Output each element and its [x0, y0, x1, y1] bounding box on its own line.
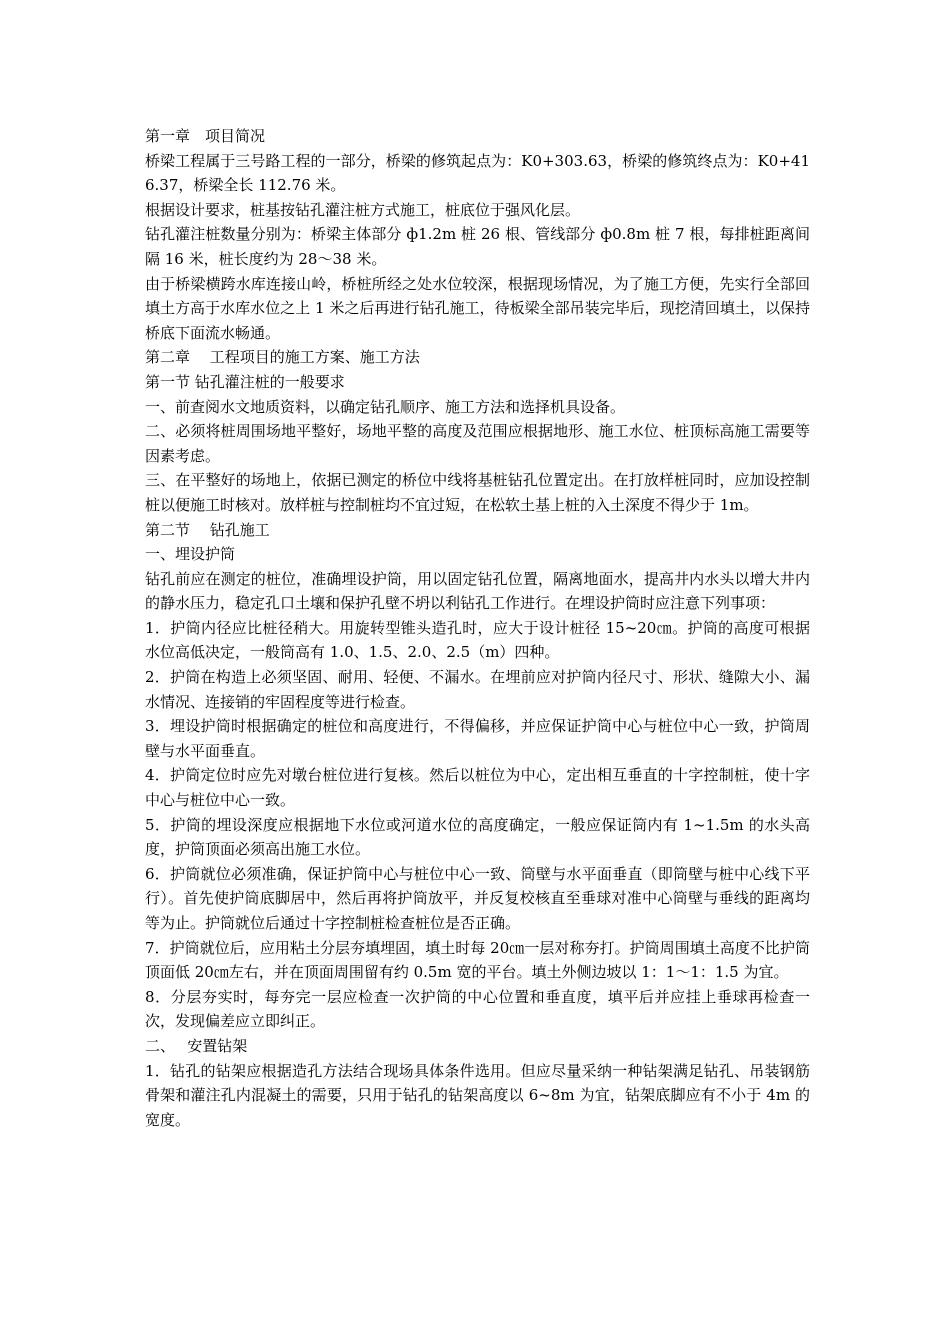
list-item: 5．护筒的埋设深度应根据地下水位或河道水位的高度确定，一般应保证筒内有 1~1.5m 的水头高度，护筒顶面必须高出施工水位。 [145, 815, 810, 859]
paragraph: 钻孔灌注桩数量分别为：桥梁主体部分 ф1.2m 桩 26 根、管线部分 ф0.8m 桩 7 根，每排桩距离间隔 16 米，桩长度约为 28～38 米。 [145, 225, 810, 268]
subsection-1-title: 一、埋设护筒 [145, 545, 236, 564]
paragraph: 根据设计要求，桩基按钻孔灌注桩方式施工，桩底位于强风化层。 [145, 200, 581, 219]
list-item: 2．护筒在构造上必须坚固、耐用、轻便、不漏水。在埋前应对护筒内径尺寸、形状、缝隙大小、漏水情况、连接销的牢固程度等进行检查。 [145, 668, 810, 711]
chapter-2-title: 第二章 工程项目的施工方案、施工方法 [145, 348, 420, 367]
list-item: 4．护筒定位时应先对墩台桩位进行复核。然后以桩位为中心，定出相互垂直的十字控制桩，使十字中心与桩位中心一致。 [145, 766, 810, 810]
list-item: 1．钻孔的钻架应根据造孔方法结合现场具体条件选用。但应尽量采纳一种钻架满足钻孔、吊装钢筋骨架和灌注孔内混凝土的需要，只用于钻孔的钻架高度以 6~8m 为宜，钻架底脚应有不小于 4m 的宽度。 [145, 1061, 810, 1129]
list-item: 3．埋设护筒时根据确定的桩位和高度进行，不得偏移，并应保证护筒中心与桩位中心一致，护筒周壁与水平面垂直。 [145, 717, 810, 760]
list-item: 8．分层夯实时，每夯完一层应检查一次护筒的中心位置和垂直度，填平后并应挂上垂球再检查一次，发现偏差应立即纠正。 [145, 987, 810, 1031]
list-item: 1．护筒内径应比桩径稍大。用旋转型锥头造孔时，应大于设计桩径 15~20㎝。护筒的高度可根据水位高低决定，一般筒高有 1.0、1.5、2.0、2.5（m）四种。 [145, 618, 810, 662]
chapter-1-title: 第一章 项目简况 [145, 127, 266, 145]
subsection-2-title: 二、 安置钻架 [145, 1036, 248, 1055]
paragraph: 二、必须将桩周围场地平整好，场地平整的高度及范围应根据地形、施工水位、桩顶标高施工需要等因素考虑。 [145, 422, 810, 465]
section-1-title: 第一节 钻孔灌注桩的一般要求 [145, 372, 345, 391]
paragraph: 桥梁工程属于三号路工程的一部分，桥梁的修筑起点为：K0+303.63，桥梁的修筑终点为：K0+416.37，桥梁全长 112.76 米。 [145, 151, 810, 195]
paragraph: 三、在平整好的场地上，依据已测定的桥位中线将基桩钻孔位置定出。在打放样桩同时，应加设控制桩以便施工时核对。放样桩与控制桩均不宜过短，在松软土基上桩的入土深度不得少于 1m。 [145, 471, 810, 514]
paragraph: 一、前查阅水文地质资料，以确定钻孔顺序、施工方法和选择机具设备。 [145, 397, 626, 416]
list-item: 6．护筒就位必须准确，保证护筒中心与桩位中心一致、筒壁与水平面垂直（即筒壁与桩中心线下平行）。首先使护筒底脚居中，然后再将护筒放平，并反复校核直至垂球对准中心筒壁与垂线的距离均等为止。护筒就位后通过十字控制桩检查桩位是否正确。 [145, 864, 810, 932]
paragraph: 钻孔前应在测定的桩位，准确埋设护筒，用以固定钻孔位置，隔离地面水，提高井内水头以增大井内的静水压力，稳定孔口土壤和保护孔壁不坍以利钻孔工作进行。在埋设护筒时应注意下列事项： [145, 569, 810, 613]
list-item: 7．护筒就位后，应用粘土分层夯填埋固，填土时每 20㎝一层对称夯打。护筒周围填土高度不比护筒顶面低 20㎝左右，并在顶面周围留有约 0.5m 宽的平台。填土外侧边坡以 1：1～1：1.5 为宜。 [145, 938, 810, 982]
document-body [145, 124, 810, 1132]
paragraph: 由于桥梁横跨水库连接山岭，桥桩所经之处水位较深，根据现场情况，为了施工方便，先实行全部回填土方高于水库水位之上 1 米之后再进行钻孔施工，待板梁全部吊装完毕后，现挖清回填土，以保持桥底下面流水畅通。 [145, 274, 810, 342]
section-2-title: 第二节 钻孔施工 [145, 520, 270, 539]
